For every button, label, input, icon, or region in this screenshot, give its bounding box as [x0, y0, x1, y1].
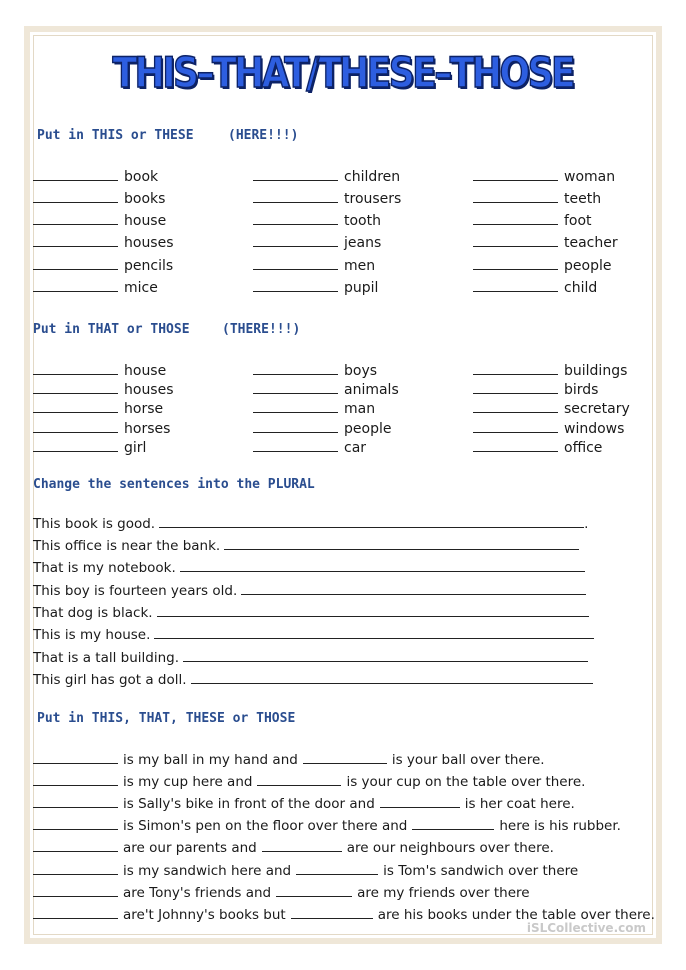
answer-blank[interactable]: [473, 257, 558, 270]
answer-blank[interactable]: [291, 906, 373, 919]
sentence-part: is my sandwich here and: [123, 863, 292, 879]
list-item[interactable]: [33, 190, 165, 207]
answer-blank[interactable]: [253, 257, 338, 270]
sentence-part: are our parents and: [123, 840, 257, 856]
word: books: [124, 191, 166, 207]
list-item[interactable]: [33, 671, 593, 688]
sentence-part: here is his rubber.: [499, 818, 621, 834]
list-item[interactable]: [473, 362, 627, 379]
sentence: This office is near the bank.: [33, 538, 221, 554]
word: pencils: [124, 258, 174, 274]
sentence-part: are our neighbours over there.: [346, 840, 554, 856]
sentence-part: is your cup on the table over there.: [346, 774, 586, 790]
list-item[interactable]: [33, 839, 554, 856]
list-item[interactable]: [33, 257, 173, 274]
list-item[interactable]: [253, 439, 366, 456]
list-item[interactable]: [473, 212, 592, 229]
title-area: [0, 48, 686, 97]
list-item[interactable]: [473, 279, 597, 296]
word: house: [124, 363, 167, 379]
section2-heading: Put in THAT or THOSE: [33, 322, 190, 337]
list-item[interactable]: [33, 559, 585, 576]
list-item[interactable]: [33, 537, 579, 554]
word: child: [564, 280, 598, 296]
list-item[interactable]: [473, 420, 624, 437]
list-item[interactable]: [33, 751, 545, 768]
list-item[interactable]: [473, 400, 630, 417]
list-item[interactable]: [473, 381, 598, 398]
answer-line[interactable]: [183, 649, 588, 662]
list-item[interactable]: [33, 626, 594, 643]
word: book: [124, 169, 159, 185]
watermark: iSLCollective.com: [526, 921, 646, 935]
list-item[interactable]: [33, 439, 146, 456]
list-item[interactable]: [253, 190, 401, 207]
list-item[interactable]: [33, 884, 530, 901]
section1-hint: (HERE!!!): [228, 128, 299, 143]
answer-blank[interactable]: [33, 381, 118, 394]
word: houses: [124, 235, 174, 251]
sentence-part: is your ball over there.: [391, 752, 545, 768]
answer-blank[interactable]: [33, 279, 118, 292]
word: houses: [124, 382, 174, 398]
answer-blank[interactable]: [253, 381, 338, 394]
word: woman: [564, 169, 616, 185]
answer-line[interactable]: [191, 671, 593, 684]
sentence: This girl has got a doll.: [33, 672, 187, 688]
word: animals: [344, 382, 399, 398]
list-item[interactable]: [33, 234, 174, 251]
list-item[interactable]: [33, 168, 158, 185]
word: jeans: [344, 235, 382, 251]
sentence-part: are his books under the table over there.: [377, 907, 655, 923]
word: mice: [124, 280, 158, 296]
word: man: [344, 401, 376, 417]
sentence-part: is Tom's sandwich over there: [383, 863, 579, 879]
list-item[interactable]: [253, 420, 391, 437]
answer-blank[interactable]: [33, 400, 118, 413]
answer-blank[interactable]: [253, 234, 338, 247]
word: men: [344, 258, 376, 274]
word: people: [344, 421, 392, 437]
list-item[interactable]: [33, 604, 589, 621]
answer-blank[interactable]: [33, 751, 118, 764]
answer-blank[interactable]: [253, 400, 338, 413]
answer-blank[interactable]: [253, 212, 338, 225]
sentence-part: are Tony's friends and: [123, 885, 272, 901]
answer-blank[interactable]: [33, 906, 118, 919]
answer-blank[interactable]: [473, 381, 558, 394]
list-item[interactable]: This book is good. .: [33, 516, 589, 532]
word: car: [344, 440, 367, 456]
answer-blank[interactable]: [33, 817, 118, 830]
list-item[interactable]: [253, 362, 377, 379]
answer-blank[interactable]: [253, 362, 338, 375]
word: buildings: [564, 363, 628, 379]
answer-blank[interactable]: [253, 190, 338, 203]
answer-blank[interactable]: [33, 862, 118, 875]
word: children: [344, 169, 401, 185]
sentence: That dog is black.: [33, 605, 153, 621]
answer-blank[interactable]: [33, 234, 118, 247]
answer-blank[interactable]: [33, 420, 118, 433]
answer-blank[interactable]: [473, 234, 558, 247]
list-item[interactable]: [33, 862, 578, 879]
answer-blank[interactable]: [33, 439, 118, 452]
list-item[interactable]: [473, 257, 611, 274]
sentence-part: are my friends over there: [357, 885, 530, 901]
answer-line[interactable]: [224, 537, 579, 550]
word: girl: [124, 440, 147, 456]
answer-blank[interactable]: [412, 817, 494, 830]
list-item[interactable]: [33, 381, 174, 398]
word: trousers: [344, 191, 402, 207]
answer-blank[interactable]: [473, 420, 558, 433]
list-item[interactable]: [33, 362, 166, 379]
list-item[interactable]: [253, 234, 381, 251]
answer-blank[interactable]: [473, 212, 558, 225]
sentence-part: is her coat here.: [464, 796, 575, 812]
word: windows: [564, 421, 625, 437]
list-item[interactable]: [473, 234, 618, 251]
answer-blank[interactable]: [33, 168, 118, 181]
word: house: [124, 213, 167, 229]
sentence: This book is good.: [33, 516, 156, 532]
answer-blank[interactable]: [253, 168, 338, 181]
word: people: [564, 258, 612, 274]
list-item[interactable]: [473, 168, 615, 185]
list-item[interactable]: [33, 773, 585, 790]
word: teeth: [564, 191, 602, 207]
answer-blank[interactable]: [303, 751, 387, 764]
word: teacher: [564, 235, 618, 251]
answer-blank[interactable]: [262, 839, 342, 852]
word: pupil: [344, 280, 379, 296]
answer-blank[interactable]: [473, 190, 558, 203]
list-item[interactable]: [33, 817, 621, 834]
sentence: This is my house.: [33, 627, 151, 643]
section2-hint: (THERE!!!): [222, 322, 301, 337]
answer-line[interactable]: [154, 626, 594, 639]
answer-blank[interactable]: [33, 773, 118, 786]
list-item[interactable]: [253, 381, 399, 398]
answer-blank[interactable]: [253, 420, 338, 433]
answer-line[interactable]: [157, 604, 589, 617]
answer-blank[interactable]: [257, 773, 341, 786]
list-item[interactable]: [253, 257, 375, 274]
answer-blank[interactable]: [276, 884, 352, 897]
list-item[interactable]: [33, 212, 166, 229]
list-item[interactable]: [253, 279, 378, 296]
sentence: That is a tall building.: [33, 650, 180, 666]
answer-line[interactable]: [241, 582, 586, 595]
answer-blank[interactable]: [33, 795, 118, 808]
answer-line[interactable]: [180, 559, 585, 572]
section1-heading: Put in THIS or THESE: [37, 128, 194, 143]
answer-blank[interactable]: [253, 279, 338, 292]
answer-blank[interactable]: [473, 400, 558, 413]
section3-heading: Change the sentences into the PLURAL: [33, 477, 315, 492]
answer-line[interactable]: [159, 515, 584, 528]
list-item[interactable]: [473, 190, 601, 207]
list-item[interactable]: [33, 420, 170, 437]
answer-blank[interactable]: [296, 862, 378, 875]
list-item[interactable]: [253, 168, 400, 185]
answer-blank[interactable]: [380, 795, 460, 808]
word: office: [564, 440, 603, 456]
sentence: That is my notebook.: [33, 560, 176, 576]
answer-blank[interactable]: [473, 279, 558, 292]
answer-blank[interactable]: [33, 362, 118, 375]
list-item[interactable]: [253, 400, 375, 417]
word: boys: [344, 363, 378, 379]
list-item[interactable]: [33, 279, 158, 296]
sentence: This boy is fourteen years old.: [33, 583, 238, 599]
answer-blank[interactable]: [33, 190, 118, 203]
word: tooth: [344, 213, 381, 229]
sentence-part: is my cup here and: [123, 774, 253, 790]
answer-blank[interactable]: [473, 362, 558, 375]
section4-heading: Put in THIS, THAT, THESE or THOSE: [37, 711, 296, 726]
word: birds: [564, 382, 599, 398]
list-item[interactable]: [473, 439, 602, 456]
list-item[interactable]: [33, 795, 575, 812]
word: horses: [124, 421, 171, 437]
answer-blank[interactable]: [33, 884, 118, 897]
answer-blank[interactable]: [33, 212, 118, 225]
word: horse: [124, 401, 164, 417]
answer-blank[interactable]: [473, 168, 558, 181]
word: foot: [564, 213, 592, 229]
answer-blank[interactable]: [473, 439, 558, 452]
list-item[interactable]: [33, 649, 588, 666]
sentence-part: is my ball in my hand and: [123, 752, 298, 768]
sentence-part: is Sally's bike in front of the door and: [123, 796, 375, 812]
answer-blank[interactable]: [253, 439, 338, 452]
word: secretary: [564, 401, 630, 417]
answer-blank[interactable]: [33, 257, 118, 270]
sentence-part: is Simon's pen on the floor over there and: [123, 818, 408, 834]
sentence-part: are't Johnny's books but: [123, 907, 286, 923]
list-item[interactable]: [33, 400, 163, 417]
worksheet-title: THIS–THAT/THESE–THOSE: [112, 48, 574, 97]
list-item[interactable]: [253, 212, 381, 229]
list-item[interactable]: [33, 582, 586, 599]
answer-blank[interactable]: [33, 839, 118, 852]
